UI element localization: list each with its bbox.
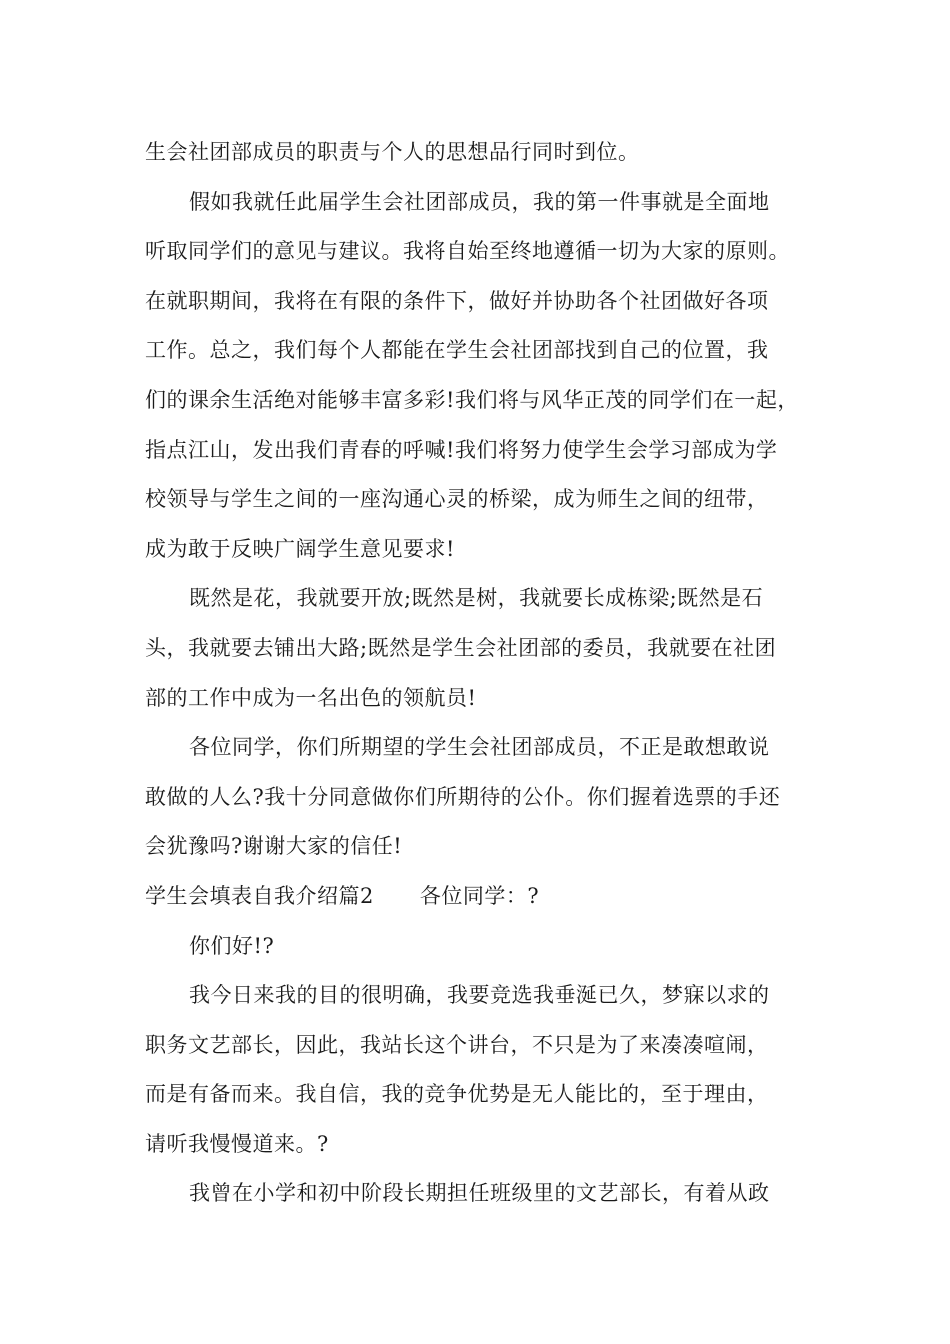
text-line: 生会社团部成员的职责与个人的思想品行同时到位。 [145,140,640,164]
text-line: 听取同学们的意见与建议。我将自始至终地遵循一切为大家的原则。 [145,239,790,264]
text-line: 工作。总之，我们每个人都能在学生会社团部找到自己的位置，我 [145,338,769,363]
section-title: 学生会填表自我介绍篇2 [145,883,374,908]
text-line: 既然是花，我就要开放;既然是树，我就要长成栋梁;既然是石 [189,586,764,611]
salutation: 各位同学：? [419,883,540,908]
text-line: 成为敢于反映广阔学生意见要求! [145,536,455,561]
text-line: 假如我就任此届学生会社团部成员，我的第一件事就是全面地 [189,189,770,214]
text-line: 请听我慢慢道来。? [145,1131,329,1156]
text-line: 指点江山，发出我们青春的呼喊!我们将努力使学生会学习部成为学 [145,437,778,462]
text-line: 部的工作中成为一名出色的领航员! [145,685,477,710]
text-line: 我今日来我的目的很明确，我要竞选我垂涎已久，梦寐以求的 [189,983,770,1008]
text-line: 你们好!? [189,933,275,958]
text-line: 我曾在小学和初中阶段长期担任班级里的文艺部长，有着从政 [189,1181,770,1206]
text-line: 校领导与学生之间的一座沟通心灵的桥梁，成为师生之间的纽带， [145,487,769,512]
text-line: 而是有备而来。我自信，我的竞争优势是无人能比的，至于理由， [145,1082,769,1107]
document-body [145,128,835,1219]
section-heading [145,872,835,922]
text-line: 头，我就要去铺出大路;既然是学生会社团部的委员，我就要在社团 [145,635,777,660]
text-line: 敢做的人么?我十分同意做你们所期待的公仆。你们握着选票的手还 [145,784,781,809]
text-line: 会犹豫吗?谢谢大家的信任! [145,834,403,859]
text-line: 职务文艺部长，因此，我站长这个讲台，不只是为了来凑凑喧闹， [145,1032,769,1057]
text-line: 在就职期间，我将在有限的条件下，做好并协助各个社团做好各项 [145,288,769,313]
text-line: 们的课余生活绝对能够丰富多彩!我们将与风华正茂的同学们在一起， [145,387,799,412]
text-line: 各位同学，你们所期望的学生会社团部成员，不正是敢想敢说 [189,735,770,760]
